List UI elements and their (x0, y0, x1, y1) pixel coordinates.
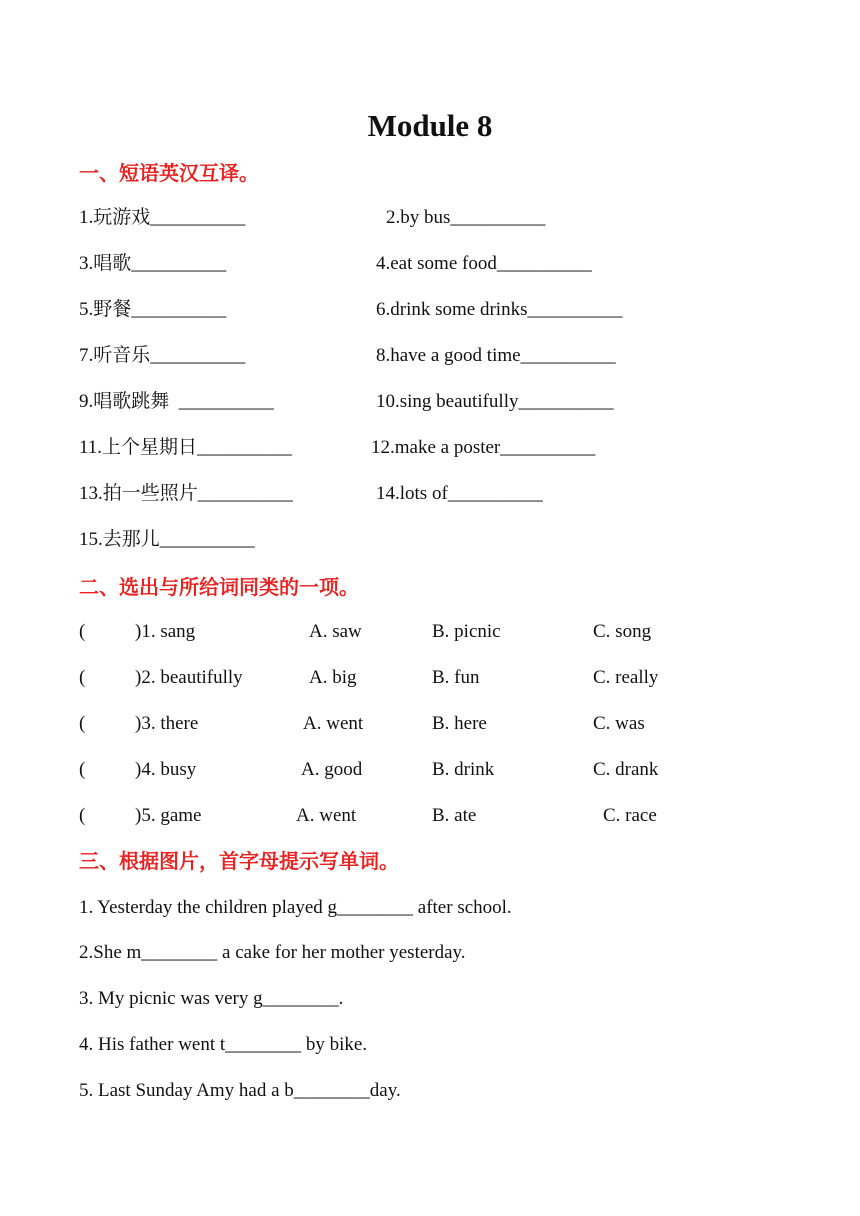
fill-sentence-2: 2.She m________ a cake for her mother yesterday. (79, 942, 466, 963)
phrase-item-1: 1.玩游戏__________ (79, 207, 246, 228)
page-title: Module 8 (367, 108, 493, 143)
section2-heading: 二、选出与所给词同类的一项。 (79, 575, 359, 599)
phrase-item-12: 12.make a poster__________ (371, 437, 596, 458)
fill-sentence-5: 5. Last Sunday Amy had a b________day. (79, 1080, 401, 1101)
phrase-item-14: 14.lots of__________ (376, 483, 543, 504)
choice-option-a: A. went (303, 713, 364, 734)
choice-paren: ( (79, 805, 86, 826)
phrase-item-13: 13.拍一些照片__________ (79, 483, 293, 504)
choice-option-b: B. picnic (432, 621, 501, 642)
choice-question: )5. game (135, 805, 202, 826)
choice-paren: ( (79, 713, 86, 734)
choice-question: )1. sang (135, 621, 196, 642)
phrase-item-4: 4.eat some food__________ (376, 253, 592, 274)
choice-paren: ( (79, 621, 86, 642)
choice-paren: ( (79, 759, 86, 780)
choice-option-b: B. ate (432, 805, 477, 826)
section3-heading: 三、根据图片，首字母提示写单词。 (79, 849, 399, 873)
phrase-item-6: 6.drink some drinks__________ (376, 299, 623, 320)
phrase-item-7: 7.听音乐__________ (79, 345, 246, 366)
choice-question: )4. busy (135, 759, 197, 780)
phrase-item-3: 3.唱歌__________ (79, 253, 227, 274)
choice-option-c: C. drank (593, 759, 659, 780)
choice-option-a: A. went (296, 805, 357, 826)
choice-option-c: C. really (593, 667, 659, 688)
choice-paren: ( (79, 667, 86, 688)
choice-option-a: A. saw (309, 621, 362, 642)
choice-option-c: C. race (603, 805, 657, 826)
choice-option-c: C. was (593, 713, 645, 734)
choice-question: )2. beautifully (135, 667, 243, 688)
phrase-item-10: 10.sing beautifully__________ (376, 391, 614, 412)
choice-question: )3. there (135, 713, 199, 734)
choice-option-b: B. drink (432, 759, 495, 780)
choice-option-b: B. fun (432, 667, 480, 688)
choice-option-a: A. good (301, 759, 363, 780)
phrase-item-8: 8.have a good time__________ (376, 345, 616, 366)
fill-sentence-1: 1. Yesterday the children played g________ after school. (79, 897, 512, 918)
choice-option-c: C. song (593, 621, 652, 642)
phrase-item-5: 5.野餐__________ (79, 299, 227, 320)
choice-option-a: A. big (309, 667, 357, 688)
phrase-item-15: 15.去那儿__________ (79, 529, 255, 550)
phrase-item-2: 2.by bus__________ (386, 207, 546, 228)
fill-sentence-3: 3. My picnic was very g________. (79, 988, 344, 1009)
phrase-item-9: 9.唱歌跳舞 __________ (79, 391, 274, 412)
fill-sentence-4: 4. His father went t________ by bike. (79, 1034, 368, 1055)
section1-heading: 一、短语英汉互译。 (79, 161, 259, 185)
phrase-item-11: 11.上个星期日__________ (79, 437, 293, 458)
choice-option-b: B. here (432, 713, 487, 734)
